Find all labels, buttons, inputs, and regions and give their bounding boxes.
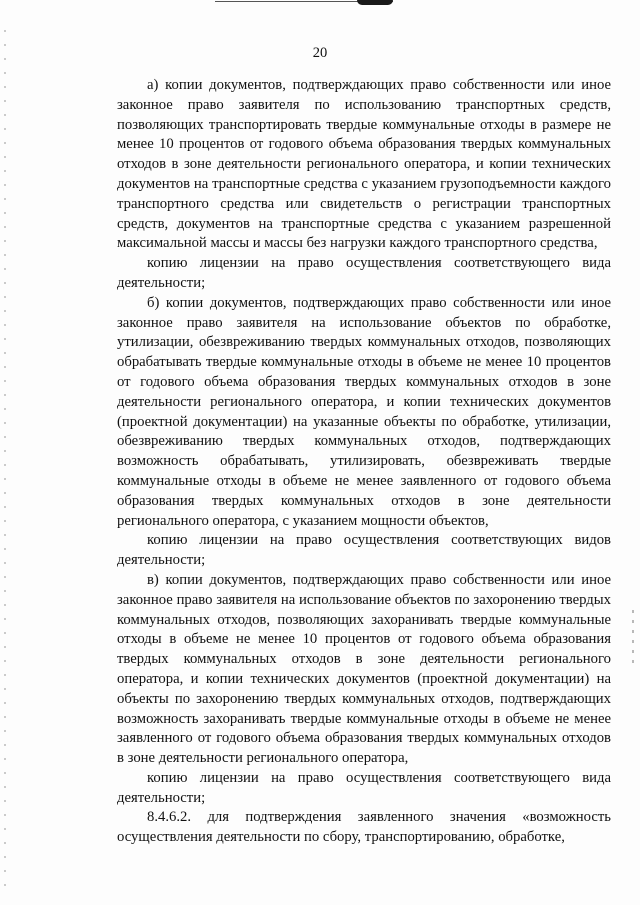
page-number: 20 [312,45,328,61]
paragraph-license-2: копию лицензии на право осуществления соответствующих видов деятельности; [117,532,611,569]
paragraph-a-documents: а) копии документов, подтверждающих право собственности или иное законное право заявителя по использованию транспортных средств, позволяющих транспортировать твердые коммунальные отходы в размере не менее 10 процентов от годового объема образования твердых коммунальных отходов в зоне деятельности регионального оператора, и копии технических документов на транспортные средства с указанием грузоподъемности каждого транспортного средства или свидетельств о регистрации транспортных средств, документов на транспортные средства с указанием разрешенной максимальной массы и массы без нагрузки каждого транспортного средства, [117,77,611,252]
scan-edge-mark [357,0,393,5]
binding-margin-marks [4,30,6,890]
paragraph-v-documents: в) копии документов, подтверждающих право собственности или иное законное право заявителя на использование объектов по захоронению твердых коммунальных отходов, позволяющих захоранивать твердые коммунальные отходы в объеме не менее 10 процентов от годового объема образования твердых коммунальных отходов в зоне деятельности регионального оператора, и копии технических документов (проектной документации) на объекты по захоронению твердых коммунальных отходов, подтверждающих возможность захоранивать твердые коммунальные отходы в объеме не менее заявленного от годового объема образования твердых коммунальных отходов в зоне деятельности регионального оператора, [117,571,611,767]
right-margin-marks [632,610,634,670]
paragraph-license-3: копию лицензии на право осуществления соответствующего вида деятельности; [117,769,611,806]
body-text [117,76,611,848]
paragraph-b-documents: б) копии документов, подтверждающих право собственности или иное законное право заявителя на использование объектов по обработке, утилизации, обезвреживанию твердых коммунальных отходов, позволяющих обрабатывать твердые коммунальные отходы в объеме не менее 10 процентов от годового объема образования твердых коммунальных отходов в зоне деятельности регионального оператора, и копии технических документов (проектной документации) на указанные объекты по обработке, утилизации, обезвреживанию твердых коммунальных отходов, подтверждающих возможность обрабатывать, утилизировать, обезвреживать твердые коммунальные отходы в объеме не менее заявленного от годового объема образования твердых коммунальных отходов в зоне деятельности регионального оператора, с указанием мощности объектов, [117,294,611,529]
paragraph-license-1: копию лицензии на право осуществления соответствующего вида деятельности; [117,255,611,291]
paragraph-8-4-6-2: 8.4.6.2. для подтверждения заявленного значения «возможность осуществления деятельности по сбору, транспортированию, обработке, [117,809,611,846]
